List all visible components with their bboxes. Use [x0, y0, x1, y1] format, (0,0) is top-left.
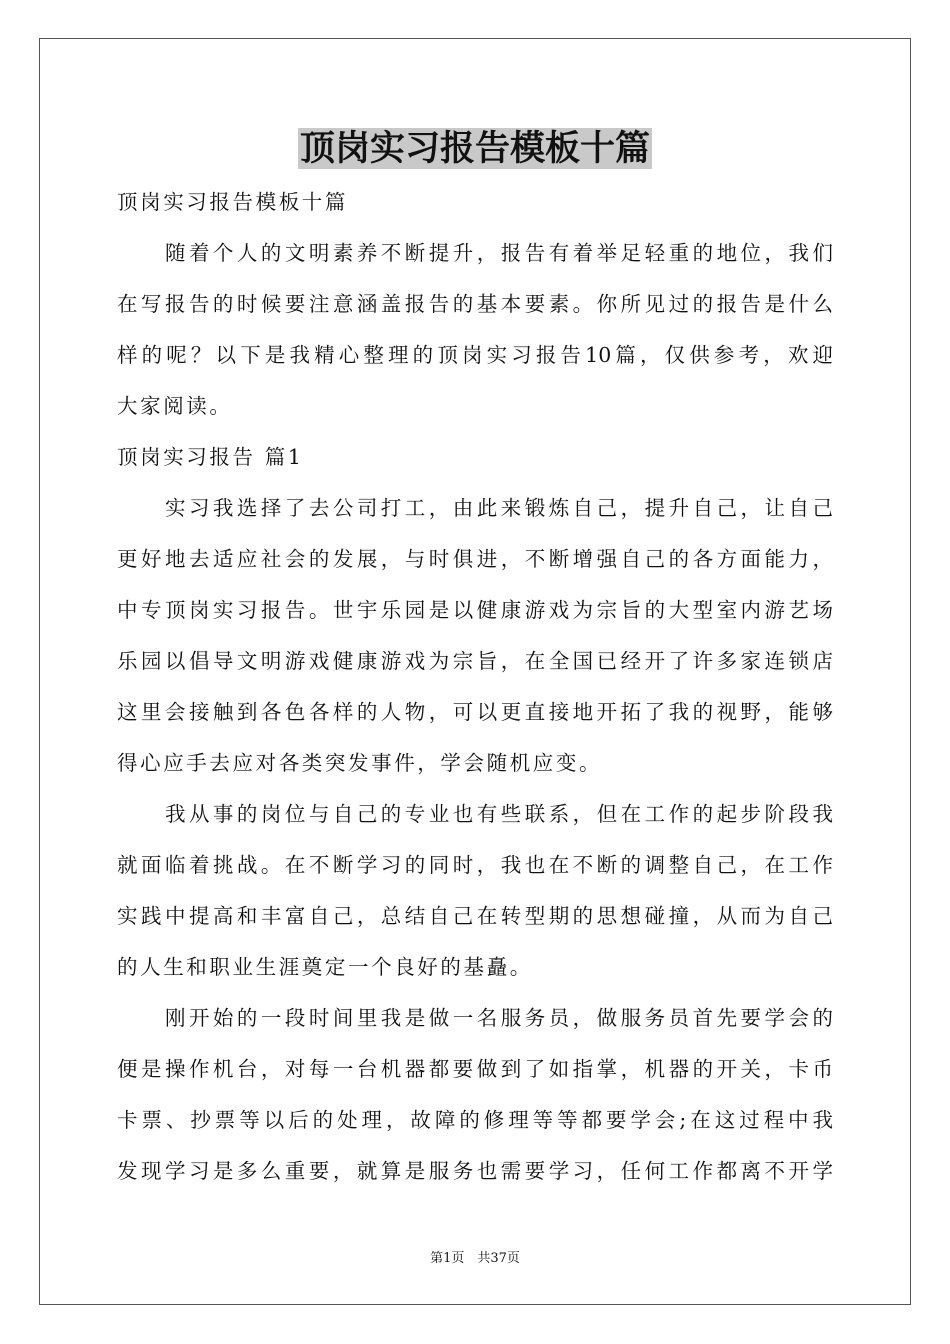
paragraph-line: 实践中提高和丰富自己，总结自己在转型期的思想碰撞，从而为自己: [117, 904, 833, 928]
paragraph-line: 实习我选择了去公司打工，由此来锻炼自己，提升自己，让自己: [117, 496, 833, 520]
document-title-text: 顶岗实习报告模板十篇: [299, 128, 650, 169]
paragraph-line: 大家阅读。: [117, 394, 233, 418]
section-heading: 顶岗实习报告 篇1: [117, 445, 304, 469]
document-body: [117, 177, 833, 1197]
page-footer: [0, 1247, 950, 1266]
page-number: 第1页 共37页: [430, 1251, 520, 1266]
subtitle-line: 顶岗实习报告模板十篇: [117, 190, 348, 214]
paragraph-line: 便是操作机台，对每一台机器都要做到了如指掌，机器的开关，卡币: [117, 1057, 833, 1081]
paragraph-line: 中专顶岗实习报告。世宇乐园是以健康游戏为宗旨的大型室内游艺场: [117, 598, 833, 622]
document-title: [0, 126, 950, 172]
paragraph-line: 得心应手去应对各类突发事件，学会随机应变。: [117, 751, 603, 775]
paragraph-line: 的人生和职业生涯奠定一个良好的基矗。: [117, 955, 533, 979]
paragraph-line: 在写报告的时候要注意涵盖报告的基本要素。你所见过的报告是什么: [117, 292, 833, 316]
paragraph-line: 随着个人的文明素养不断提升，报告有着举足轻重的地位，我们: [117, 241, 833, 265]
paragraph-line: 这里会接触到各色各样的人物，可以更直接地开拓了我的视野，能够: [117, 700, 833, 724]
paragraph-line: 更好地去适应社会的发展，与时俱进，不断增强自己的各方面能力，: [117, 547, 833, 571]
paragraph-line: 卡票、抄票等以后的处理，故障的修理等等都要学会;在这过程中我: [117, 1108, 833, 1132]
paragraph-line: 样的呢？以下是我精心整理的顶岗实习报告10篇，仅供参考，欢迎: [117, 343, 833, 367]
paragraph-line: 我从事的岗位与自己的专业也有些联系，但在工作的起步阶段我: [117, 802, 833, 826]
paragraph-line: 刚开始的一段时间里我是做一名服务员，做服务员首先要学会的: [117, 1006, 833, 1030]
paragraph-line: 就面临着挑战。在不断学习的同时，我也在不断的调整自己，在工作: [117, 853, 833, 877]
paragraph-line: 发现学习是多么重要，就算是服务也需要学习，任何工作都离不开学: [117, 1159, 833, 1183]
paragraph-line: 乐园以倡导文明游戏健康游戏为宗旨，在全国已经开了许多家连锁店: [117, 649, 833, 673]
